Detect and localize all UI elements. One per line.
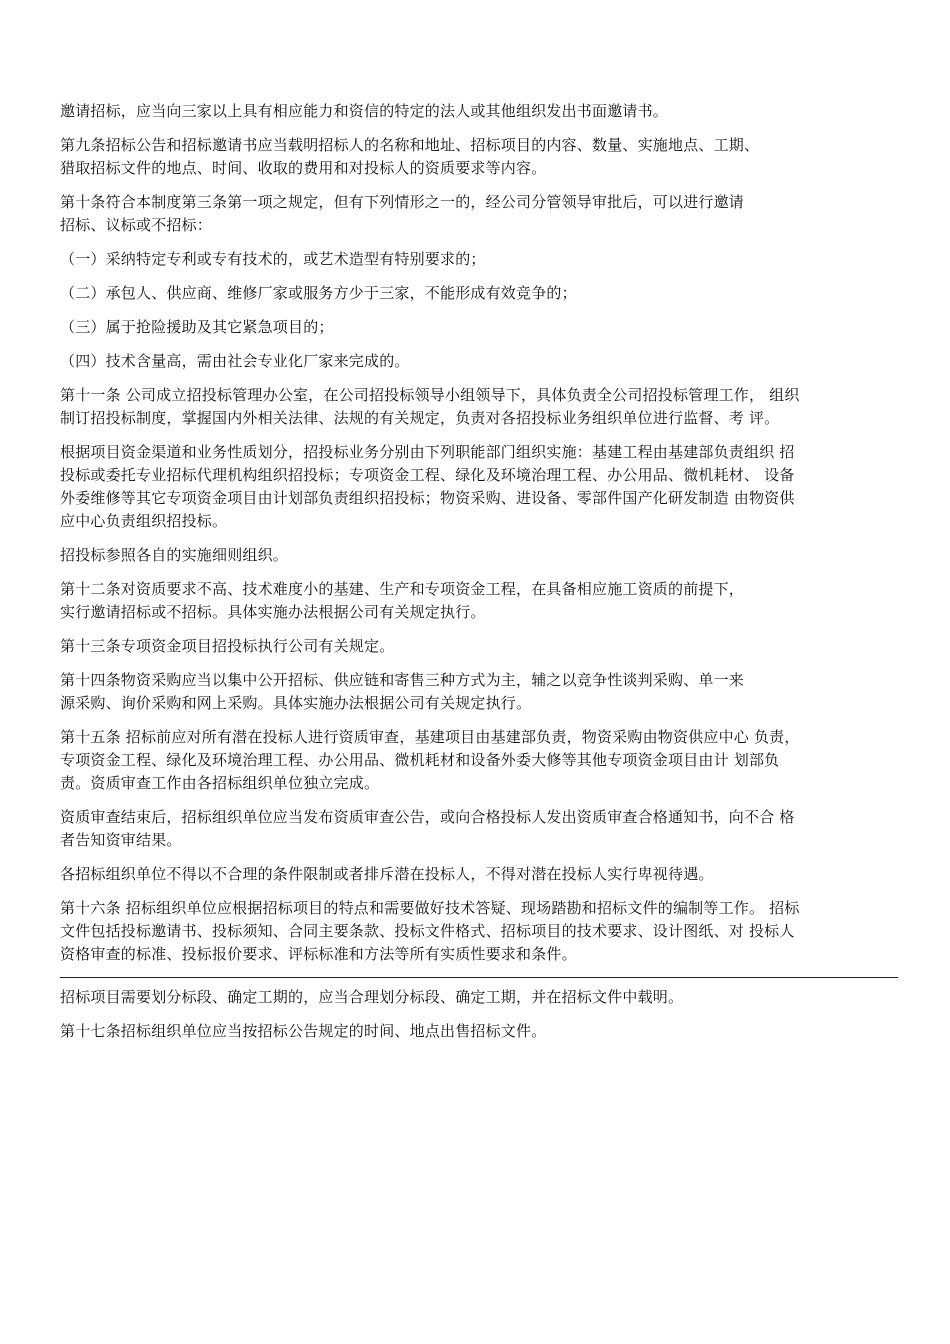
document-page (60, 100, 898, 1054)
text-line: 资格审查的标准、投标报价要求、评标标准和方法等所有实质性要求和条件。 (60, 945, 577, 963)
paragraph (60, 134, 898, 180)
text-line: 专项资金工程、绿化及环境治理工程、办公用品、微机耗材和设备外委大修等其他专项资金项目由计 划部负 (60, 751, 780, 769)
paragraph (60, 191, 898, 237)
paragraph (60, 441, 898, 533)
text-line: 第十六条 招标组织单位应根据招标项目的特点和需要做好技术答疑、现场踏勘和招标文件的编制等工作。 招标 (60, 899, 800, 917)
text-line: 招标项目需要划分标段、确定工期的，应当合理划分标段、确定工期，并在招标文件中载明。 (60, 988, 684, 1006)
text-line: 猎取招标文件的地点、时间、收取的费用和对投标人的资质要求等内容。 (60, 159, 547, 177)
text-line: 第九条招标公告和招标邀请书应当载明招标人的名称和地址、招标项目的内容、数量、实施地点、工期、 (60, 136, 760, 154)
text-line: （一）采纳特定专利或专有技术的，或艺术造型有特别要求的； (60, 250, 486, 268)
paragraph (60, 897, 898, 966)
horizontal-rule (60, 977, 898, 978)
paragraph (60, 384, 898, 430)
paragraph (60, 669, 898, 715)
text-line: （三）属于抢险援助及其它紧急项目的； (60, 318, 334, 336)
paragraph (60, 635, 898, 658)
text-line: 投标或委托专业招标代理机构组织招投标；专项资金工程、绿化及环境治理工程、办公用品、微机耗材、 设备 (60, 466, 795, 484)
paragraph (60, 578, 898, 624)
text-line: 第十条符合本制度第三条第一项之规定，但有下列情形之一的，经公司分管领导审批后，可以进行邀请 (60, 193, 745, 211)
text-line: （四）技术含量高，需由社会专业化厂家来完成的。 (60, 352, 410, 370)
text-line: 实行邀请招标或不招标。具体实施办法根据公司有关规定执行。 (60, 603, 486, 621)
text-line: 第十三条专项资金项目招投标执行公司有关规定。 (60, 637, 395, 655)
text-line: 邀请招标，应当向三家以上具有相应能力和资信的特定的法人或其他组织发出书面邀请书。 (60, 102, 669, 120)
text-line: 第十五条 招标前应对所有潜在投标人进行资质审查，基建项目由基建部负责，物资采购由物资供应中心 负责， (60, 728, 800, 746)
paragraph (60, 544, 898, 567)
paragraph (60, 986, 898, 1009)
paragraph (60, 316, 898, 339)
text-line: 第十四条物资采购应当以集中公开招标、供应链和寄售三种方式为主，辅之以竞争性谈判采购、单一来 (60, 671, 745, 689)
text-line: 第十一条 公司成立招投标管理办公室，在公司招投标领导小组领导下，具体负责全公司招投标管理工作， 组织 (60, 386, 800, 404)
text-line: 招标、议标或不招标： (60, 216, 213, 234)
text-line: （二）承包人、供应商、维修厂家或服务方少于三家，不能形成有效竞争的； (60, 284, 577, 302)
paragraph (60, 100, 898, 123)
paragraph (60, 863, 898, 886)
text-line: 应中心负责组织招投标。 (60, 512, 228, 530)
text-line: 源采购、询价采购和网上采购。具体实施办法根据公司有关规定执行。 (60, 694, 532, 712)
text-line: 文件包括投标邀请书、投标须知、合同主要条款、投标文件格式、招标项目的技术要求、设计图纸、对 投标人 (60, 922, 795, 940)
paragraph (60, 350, 898, 373)
paragraph (60, 1020, 898, 1043)
text-line: 者告知资审结果。 (60, 831, 182, 849)
text-line: 责。资质审查工作由各招标组织单位独立完成。 (60, 774, 380, 792)
paragraph (60, 248, 898, 271)
document-body (60, 100, 898, 966)
paragraph (60, 806, 898, 852)
text-line: 第十二条对资质要求不高、技术难度小的基建、生产和专项资金工程，在具备相应施工资质的前提下， (60, 580, 745, 598)
paragraph (60, 726, 898, 795)
text-line: 第十七条招标组织单位应当按招标公告规定的时间、地点出售招标文件。 (60, 1022, 547, 1040)
document-body-continued (60, 986, 898, 1043)
text-line: 各招标组织单位不得以不合理的条件限制或者排斥潜在投标人，不得对潜在投标人实行卑视待遇。 (60, 865, 714, 883)
text-line: 根据项目资金渠道和业务性质划分，招投标业务分别由下列职能部门组织实施：基建工程由基建部负责组织 招 (60, 443, 795, 461)
text-line: 外委维修等其它专项资金项目由计划部负责组织招投标；物资采购、进设备、零部件国产化研发制造 由物资供 (60, 489, 795, 507)
paragraph (60, 282, 898, 305)
text-line: 招投标参照各自的实施细则组织。 (60, 546, 289, 564)
text-line: 资质审查结束后，招标组织单位应当发布资质审查公告，或向合格投标人发出资质审查合格通知书，向不合 格 (60, 808, 795, 826)
text-line: 制订招投标制度，掌握国内外相关法律、法规的有关规定，负责对各招投标业务组织单位进行监督、考 评。 (60, 409, 780, 427)
